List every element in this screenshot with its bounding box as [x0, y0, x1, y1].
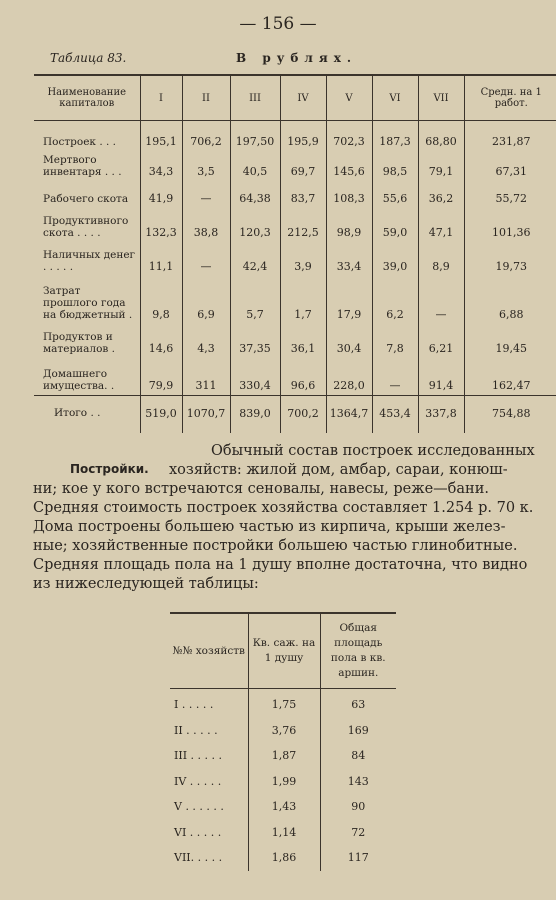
table-cell: 9,8 — [140, 276, 182, 324]
header-cell: №№ хозяйств — [170, 613, 248, 689]
paragraph-line: Средняя площадь пола на 1 душу вполне достаточна, что видно — [33, 557, 528, 573]
table-cell: 67,31 — [464, 151, 556, 181]
table-cell: 11,1 — [140, 242, 182, 276]
paragraph-line: ни; кое у кого встречаются сеновалы, навесы, реже—бани. — [33, 481, 489, 497]
table-cell: 5,7 — [230, 276, 280, 324]
table-cell: 101,36 — [464, 208, 556, 242]
table-header-row — [170, 613, 396, 689]
table-cell: 1364,7 — [326, 396, 372, 434]
table-cell: 3,9 — [280, 242, 326, 276]
table-cell: 6,88 — [464, 276, 556, 324]
table-cell: 3,76 — [248, 718, 320, 744]
table-cell: 98,5 — [372, 151, 418, 181]
header-cell: Наименование капиталов — [34, 75, 140, 121]
table-cell: 59,0 — [372, 208, 418, 242]
table-cell: 195,1 — [140, 121, 182, 151]
table-cell: 145,6 — [326, 151, 372, 181]
table-cell: 19,73 — [464, 242, 556, 276]
table-cell: 69,7 — [280, 151, 326, 181]
table-cell: 79,9 — [140, 358, 182, 396]
table-row — [170, 794, 396, 820]
table-cell: 839,0 — [230, 396, 280, 434]
total-row — [34, 396, 556, 434]
row-label: Рабочего скота — [43, 192, 129, 205]
table-cell: 34,3 — [140, 151, 182, 181]
table-cell: 519,0 — [140, 396, 182, 434]
header-cell: Средн. на 1 работ. — [464, 75, 556, 121]
table-row — [34, 121, 556, 151]
row-label: Мертвого инвентаря . . . — [43, 153, 122, 178]
row-label: II . . . . . — [174, 723, 218, 737]
table-cell: 132,3 — [140, 208, 182, 242]
header-cell: V — [326, 75, 372, 121]
row-label: Затрат прошлого года на бюджетный . — [43, 284, 133, 321]
table-cell: 30,4 — [326, 324, 372, 358]
table-cell: 706,2 — [182, 121, 230, 151]
table-cell: 17,9 — [326, 276, 372, 324]
table-row — [170, 718, 396, 744]
table-cell: 14,6 — [140, 324, 182, 358]
table-cell: 41,9 — [140, 181, 182, 208]
table-cell: 1,99 — [248, 769, 320, 795]
section-title: Постройки. — [70, 462, 149, 476]
table-cell: 1,43 — [248, 794, 320, 820]
table-number: Таблица 83. — [50, 51, 127, 65]
paragraph-line: ные; хозяйственные постройки большею частью глинобитные. — [33, 538, 518, 554]
paragraph-line: из нижеследующей таблицы: — [33, 576, 259, 592]
table-cell: 36,2 — [418, 181, 464, 208]
table-cell: 47,1 — [418, 208, 464, 242]
row-label: Построек . . . — [43, 135, 117, 148]
table-caption: В рублях. — [236, 51, 358, 65]
header-cell: VI — [372, 75, 418, 121]
row-label: VI . . . . . — [174, 825, 222, 839]
table-cell: 83,7 — [280, 181, 326, 208]
header-cell: II — [182, 75, 230, 121]
table-cell: — — [182, 181, 230, 208]
table-cell: 37,35 — [230, 324, 280, 358]
table-cell: 337,8 — [418, 396, 464, 434]
header-cell: VII — [418, 75, 464, 121]
table-cell: 6,2 — [372, 276, 418, 324]
table-row — [34, 276, 556, 324]
table-cell: 63 — [320, 689, 396, 718]
paragraph — [33, 442, 533, 594]
table-cell: 79,1 — [418, 151, 464, 181]
table-cell: 1,86 — [248, 845, 320, 871]
header-cell: I — [140, 75, 182, 121]
table-row — [34, 324, 556, 358]
table-cell: 700,2 — [280, 396, 326, 434]
table-row — [170, 689, 396, 718]
table-row — [170, 769, 396, 795]
table-cell: 4,3 — [182, 324, 230, 358]
table-cell: 38,8 — [182, 208, 230, 242]
table-cell: 195,9 — [280, 121, 326, 151]
table-cell: 98,9 — [326, 208, 372, 242]
table-cell: 7,8 — [372, 324, 418, 358]
floor-area-table — [170, 612, 396, 871]
table-cell: 702,3 — [326, 121, 372, 151]
paragraph-line: Обычный состав построек исследованных — [211, 443, 535, 459]
row-label: Продуктов и материалов . — [43, 330, 116, 355]
table-cell: 169 — [320, 718, 396, 744]
table-row — [34, 208, 556, 242]
table-cell: 33,4 — [326, 242, 372, 276]
table-cell: 90 — [320, 794, 396, 820]
row-label: I . . . . . — [174, 698, 214, 712]
table-cell: 91,4 — [418, 358, 464, 396]
row-label: VII. . . . . — [174, 851, 223, 865]
row-label: Наличных денег . . . . . — [43, 248, 136, 273]
table-cell: 6,9 — [182, 276, 230, 324]
table-cell: 187,3 — [372, 121, 418, 151]
table-cell: 84 — [320, 743, 396, 769]
table-cell: 55,72 — [464, 181, 556, 208]
capital-table — [34, 74, 556, 433]
table-cell: 68,80 — [418, 121, 464, 151]
table-cell: 1070,7 — [182, 396, 230, 434]
table-cell: 40,5 — [230, 151, 280, 181]
paragraph-line: хозяйств: жилой дом, амбар, сараи, конюш- — [169, 462, 508, 478]
table-cell: 1,75 — [248, 689, 320, 718]
table-cell: 212,5 — [280, 208, 326, 242]
paragraph-line: Средняя стоимость построек хозяйства составляет 1.254 р. 70 к. — [33, 500, 534, 516]
table-cell: 39,0 — [372, 242, 418, 276]
table-cell: 231,87 — [464, 121, 556, 151]
table-cell: 311 — [182, 358, 230, 396]
table-cell: — — [182, 242, 230, 276]
header-cell: Кв. саж. на 1 душу — [248, 613, 320, 689]
table-cell: 330,4 — [230, 358, 280, 396]
row-label: Домашнего имущества. . — [43, 368, 115, 392]
row-label: III . . . . . — [174, 749, 223, 763]
table-cell: 143 — [320, 769, 396, 795]
table-cell: 72 — [320, 820, 396, 846]
table-cell: 1,14 — [248, 820, 320, 846]
table-row — [34, 242, 556, 276]
table-cell: 36,1 — [280, 324, 326, 358]
table-cell: 228,0 — [326, 358, 372, 396]
paragraph-line: Дома построены большею частью из кирпича, крыши желез- — [33, 519, 506, 535]
table-cell: 453,4 — [372, 396, 418, 434]
table-row — [170, 743, 396, 769]
table-row — [34, 358, 556, 396]
table-row — [170, 845, 396, 871]
table-cell: 197,50 — [230, 121, 280, 151]
table-cell: 1,87 — [248, 743, 320, 769]
table-cell: — — [418, 276, 464, 324]
header-cell: IV — [280, 75, 326, 121]
table-cell: 6,21 — [418, 324, 464, 358]
table-cell: 55,6 — [372, 181, 418, 208]
total-label: Итого . . — [34, 396, 140, 434]
table-cell: — — [372, 358, 418, 396]
header-cell: III — [230, 75, 280, 121]
table-cell: 117 — [320, 845, 396, 871]
row-label: IV . . . . . — [174, 774, 222, 788]
header-cell: Общая площадь пола в кв. аршин. — [320, 613, 396, 689]
table-cell: 754,88 — [464, 396, 556, 434]
table-cell: 42,4 — [230, 242, 280, 276]
table-cell: 8,9 — [418, 242, 464, 276]
table-cell: 1,7 — [280, 276, 326, 324]
table-cell: 19,45 — [464, 324, 556, 358]
table-row — [34, 151, 556, 181]
table-cell: 108,3 — [326, 181, 372, 208]
table-cell: 64,38 — [230, 181, 280, 208]
page-number: — 156 — — [239, 14, 317, 34]
table-header-row — [34, 75, 556, 121]
table-cell: 3,5 — [182, 151, 230, 181]
row-label: V . . . . . . — [174, 800, 224, 814]
table-cell: 96,6 — [280, 358, 326, 396]
row-label: Продуктивного скота . . . . — [43, 214, 129, 239]
table-row — [170, 820, 396, 846]
table-row — [34, 181, 556, 208]
table-cell: 162,47 — [464, 358, 556, 396]
table-cell: 120,3 — [230, 208, 280, 242]
